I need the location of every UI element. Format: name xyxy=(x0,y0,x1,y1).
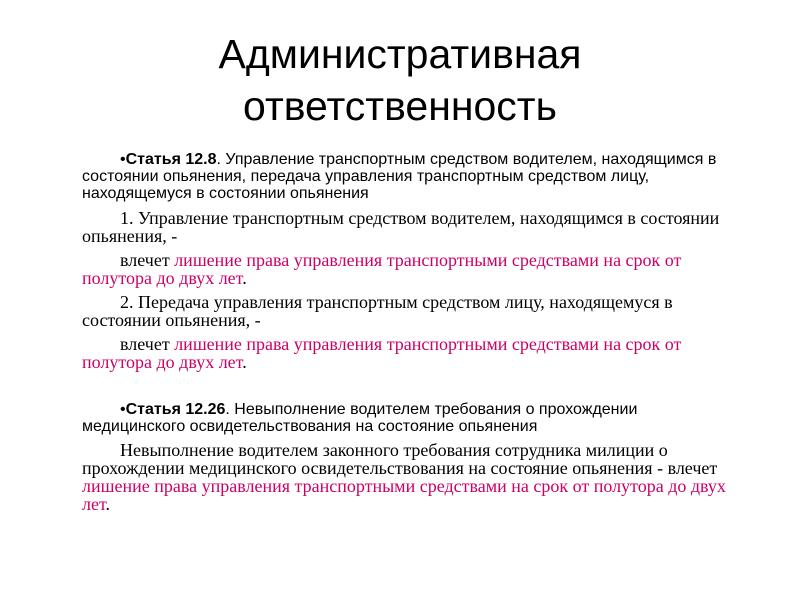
sanction-prefix: влечет xyxy=(120,334,175,354)
sanction-penalty: лишение права управления транспортными средствами на срок от полутора до двух лет xyxy=(82,476,726,514)
sanction-penalty: лишение права управления транспортными средствами на срок от полутора до двух лет xyxy=(82,250,682,288)
article-12-8-part-1-sanction xyxy=(82,251,742,287)
article-title: . Невыполнение водителем требования о прохождении медицинского освидетельствования на состояние опьянения xyxy=(82,401,638,435)
article-12-26-body xyxy=(82,441,742,513)
article-12-8-part-2-sanction xyxy=(82,335,742,371)
title-line-1: Административная xyxy=(218,31,582,77)
sanction-end: . xyxy=(105,494,110,514)
slide-title xyxy=(0,28,800,132)
title-line-2: ответственность xyxy=(243,83,557,129)
article-12-8-part-2: 2. Передача управления транспортным средством лицу, находящемуся в состоянии опьянения, - xyxy=(82,292,673,330)
bullet: • xyxy=(120,401,126,418)
bullet: • xyxy=(120,151,126,168)
slide-body xyxy=(82,151,742,513)
sanction-end: . xyxy=(242,352,247,372)
article-text: Невыполнение водителем законного требования сотрудника милиции о прохождении медицинского освидетельствования на состояние опьянения - влечет xyxy=(82,440,718,478)
article-title: . Управление транспортным средством водителем, находящимся в состоянии опьянения, передача управления транспортным средством лицу, находящемуся в состоянии опьянения xyxy=(82,151,717,202)
article-12-8-part-1: 1. Управление транспортным средством водителем, находящимся в состоянии опьянения, - xyxy=(82,208,720,246)
article-12-8-heading xyxy=(82,151,742,202)
sanction-penalty: лишение права управления транспортными средствами на срок от полутора до двух лет xyxy=(82,334,682,372)
sanction-end: . xyxy=(242,268,247,288)
article-12-26-heading xyxy=(82,401,742,435)
sanction-prefix: влечет xyxy=(120,250,175,270)
article-number: Статья 12.8 xyxy=(125,151,217,168)
article-number: Статья 12.26 xyxy=(125,401,226,418)
